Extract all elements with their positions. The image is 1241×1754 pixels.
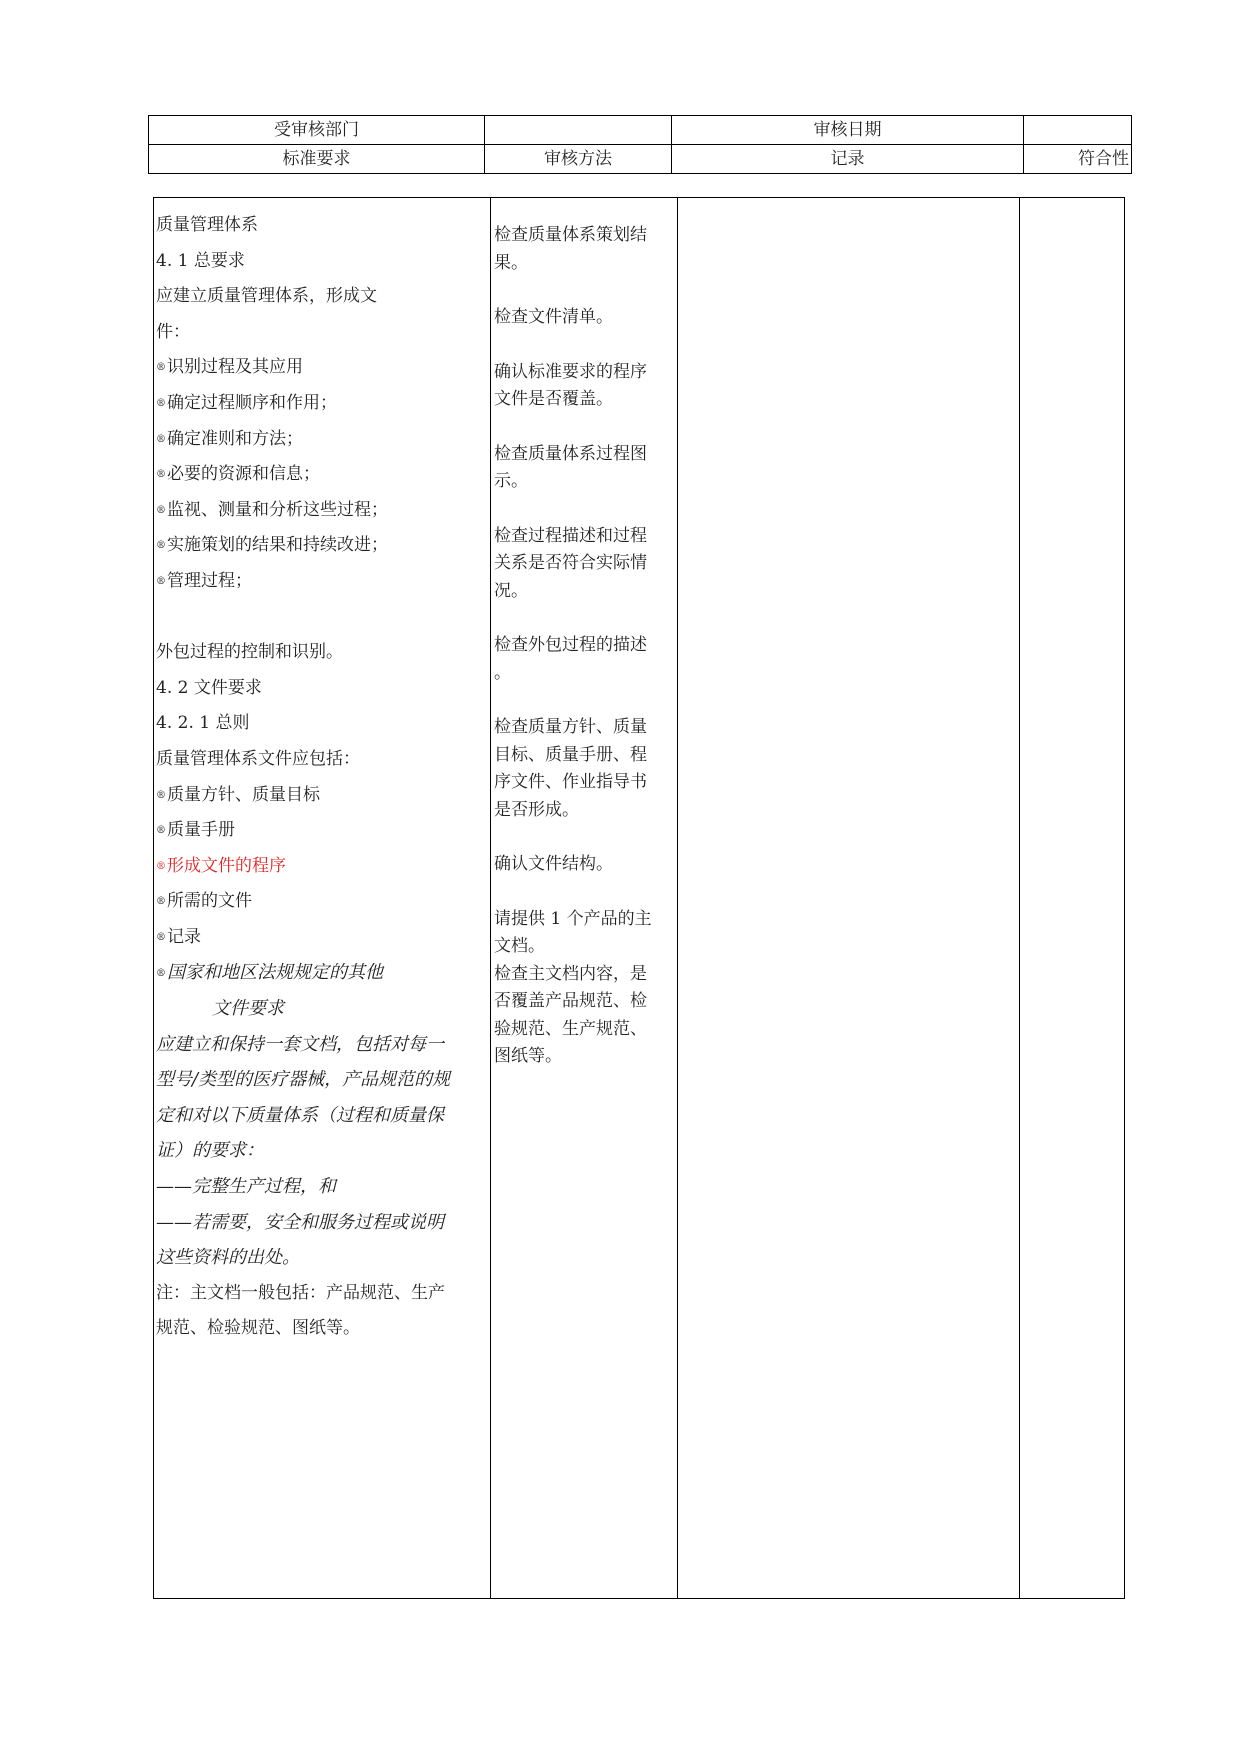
record-column[interactable] bbox=[678, 198, 1020, 1598]
column-header-conformity: 符合性 bbox=[1024, 145, 1132, 174]
req-bullet-item: ®质量手册 bbox=[156, 820, 235, 841]
req-line: 文件要求 bbox=[212, 998, 284, 1020]
req-line: 证）的要求： bbox=[156, 1140, 264, 1162]
bullet-icon: ® bbox=[156, 789, 166, 801]
req-line: 4. 2. 1 总则 bbox=[156, 713, 250, 734]
req-bullet-item: ®实施策划的结果和持续改进； bbox=[156, 535, 388, 556]
conformity-column[interactable] bbox=[1020, 198, 1126, 1598]
dept-value[interactable] bbox=[485, 116, 672, 145]
header-row-columns bbox=[149, 145, 1132, 174]
date-value[interactable] bbox=[1024, 116, 1132, 145]
req-line: 4. 1 总要求 bbox=[156, 250, 245, 271]
column-header-method: 审核方法 bbox=[485, 145, 672, 174]
method-item: 检查过程描述和过程 关系是否符合实际情 况。 bbox=[494, 525, 647, 601]
req-line: 这些资料的出处。 bbox=[156, 1247, 300, 1269]
method-item: 检查质量方针、质量 目标、质量手册、程 序文件、作业指导书 是否形成。 bbox=[494, 717, 647, 820]
req-bullet-item: ®国家和地区法规规定的其他 bbox=[156, 962, 383, 984]
req-line: 4. 2 文件要求 bbox=[156, 677, 262, 698]
req-line: 质量管理体系文件应包括： bbox=[156, 748, 360, 769]
method-item: 检查外包过程的描述 。 bbox=[494, 635, 647, 683]
req-line: 件： bbox=[156, 321, 190, 342]
req-line: 型号/类型的医疗器械，产品规范的规 bbox=[156, 1069, 451, 1091]
method-item: 检查质量体系过程图 示。 bbox=[494, 443, 647, 491]
req-bullet-item: ®质量方针、质量目标 bbox=[156, 784, 320, 805]
req-bullet-item: ®确定准则和方法； bbox=[156, 428, 303, 449]
header-row-dept bbox=[149, 116, 1132, 145]
req-bullet-item: ®所需的文件 bbox=[156, 891, 252, 912]
req-line: ——完整生产过程，和 bbox=[156, 1176, 336, 1198]
method-item: 确认标准要求的程序 文件是否覆盖。 bbox=[494, 361, 647, 409]
column-header-record: 记录 bbox=[672, 145, 1024, 174]
bullet-icon: ® bbox=[156, 931, 166, 943]
method-list bbox=[491, 198, 677, 1071]
date-label: 审核日期 bbox=[672, 116, 1024, 145]
req-bullet-item: ®管理过程； bbox=[156, 570, 252, 591]
req-note-line: 注：主文档一般包括：产品规范、生产 bbox=[156, 1282, 445, 1303]
req-line: 应建立和保持一套文档，包括对每一 bbox=[156, 1033, 444, 1055]
req-line: 定和对以下质量体系（过程和质量保 bbox=[156, 1104, 444, 1126]
bullet-icon: ® bbox=[156, 504, 166, 516]
req-bullet-item-highlighted: ®形成文件的程序 bbox=[156, 855, 286, 876]
requirements-list bbox=[154, 198, 490, 1347]
req-line: ——若需要，安全和服务过程或说明 bbox=[156, 1211, 444, 1233]
bullet-icon: ® bbox=[156, 469, 166, 481]
bullet-icon: ® bbox=[156, 540, 166, 552]
bullet-icon: ® bbox=[156, 433, 166, 445]
bullet-icon: ® bbox=[156, 362, 166, 374]
header-table bbox=[148, 115, 1132, 174]
req-bullet-item: ®识别过程及其应用 bbox=[156, 357, 303, 378]
req-bullet-item: ®确定过程顺序和作用； bbox=[156, 392, 337, 413]
spacer bbox=[156, 600, 490, 636]
method-item: 检查主文档内容，是 否覆盖产品规范、检 验规范、生产规范、 图纸等。 bbox=[494, 963, 647, 1066]
method-item: 检查文件清单。 bbox=[494, 307, 613, 327]
req-bullet-item: ®必要的资源和信息； bbox=[156, 464, 320, 485]
req-note-line: 规范、检验规范、图纸等。 bbox=[156, 1318, 360, 1339]
audit-checklist-body bbox=[153, 197, 1125, 1599]
bullet-icon: ® bbox=[156, 968, 166, 980]
dept-label: 受审核部门 bbox=[149, 116, 485, 145]
req-line: 外包过程的控制和识别。 bbox=[156, 642, 343, 663]
method-item: 检查质量体系策划结 果。 bbox=[494, 225, 647, 273]
column-header-requirements: 标准要求 bbox=[149, 145, 485, 174]
method-column bbox=[491, 198, 678, 1598]
bullet-icon: ® bbox=[156, 575, 166, 587]
requirements-column bbox=[154, 198, 491, 1598]
req-bullet-item: ®记录 bbox=[156, 926, 201, 947]
req-line: 应建立质量管理体系，形成文 bbox=[156, 286, 377, 307]
bullet-icon: ® bbox=[156, 860, 166, 872]
bullet-icon: ® bbox=[156, 896, 166, 908]
bullet-icon: ® bbox=[156, 397, 166, 409]
method-item: 请提供 1 个产品的主 文档。 bbox=[494, 908, 652, 956]
req-line: 质量管理体系 bbox=[156, 215, 258, 235]
method-item: 确认文件结构。 bbox=[494, 854, 613, 874]
req-bullet-item: ®监视、测量和分析这些过程； bbox=[156, 499, 388, 520]
bullet-icon: ® bbox=[156, 825, 166, 837]
